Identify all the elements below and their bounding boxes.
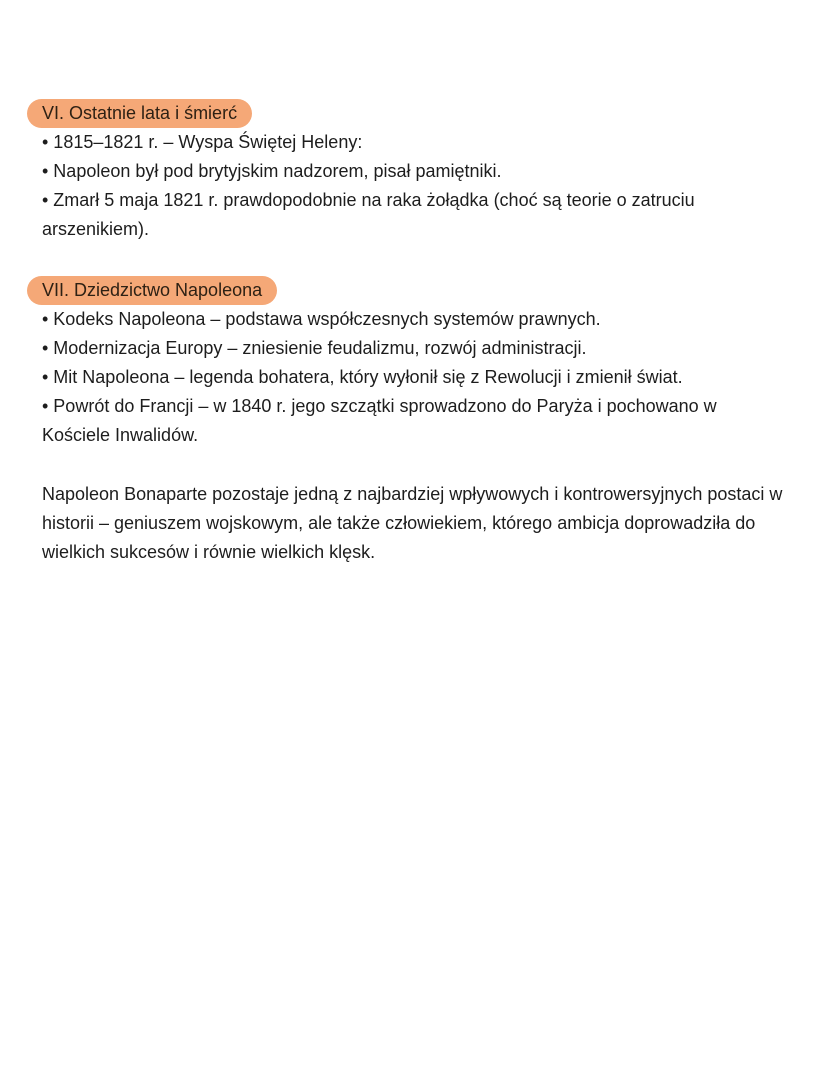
bullet-line: • Napoleon był pod brytyjskim nadzorem, pisał pamiętniki. bbox=[42, 161, 502, 181]
bullet-line: • Zmarł 5 maja 1821 r. prawdopodobnie na raka żołądka (choć są teorie o zatruciu bbox=[42, 190, 695, 210]
bullet-line: • Modernizacja Europy – zniesienie feudalizmu, rozwój administracji. bbox=[42, 338, 587, 358]
bullet-continuation-line: arszenikiem). bbox=[42, 219, 150, 239]
section-heading-row bbox=[42, 99, 790, 128]
paragraph-line: Napoleon Bonaparte pozostaje jedną z najbardziej wpływowych i kontrowersyjnych postaci w bbox=[42, 484, 783, 504]
section-last-years-and-death bbox=[42, 99, 790, 244]
section-heading-highlight: VII. Dziedzictwo Napoleona bbox=[27, 276, 277, 305]
section-heading-highlight: VI. Ostatnie lata i śmierć bbox=[27, 99, 252, 128]
bullet-continuation-line: Kościele Inwalidów. bbox=[42, 425, 199, 445]
paragraph-line: wielkich sukcesów i równie wielkich klęsk. bbox=[42, 542, 376, 562]
section-napoleon-legacy bbox=[42, 276, 790, 450]
bullet-line: • 1815–1821 r. – Wyspa Świętej Heleny: bbox=[42, 132, 363, 152]
bullet-line: • Kodeks Napoleona – podstawa współczesnych systemów prawnych. bbox=[42, 309, 601, 329]
bullet-line: • Powrót do Francji – w 1840 r. jego szczątki sprowadzono do Paryża i pochowano w bbox=[42, 396, 717, 416]
paragraph-line: historii – geniuszem wojskowym, ale także człowiekiem, którego ambicja doprowadziła do bbox=[42, 513, 756, 533]
bullet-line: • Mit Napoleona – legenda bohatera, który wyłonił się z Rewolucji i zmienił świat. bbox=[42, 367, 683, 387]
section-heading-row bbox=[42, 276, 790, 305]
closing-paragraph bbox=[42, 480, 790, 567]
